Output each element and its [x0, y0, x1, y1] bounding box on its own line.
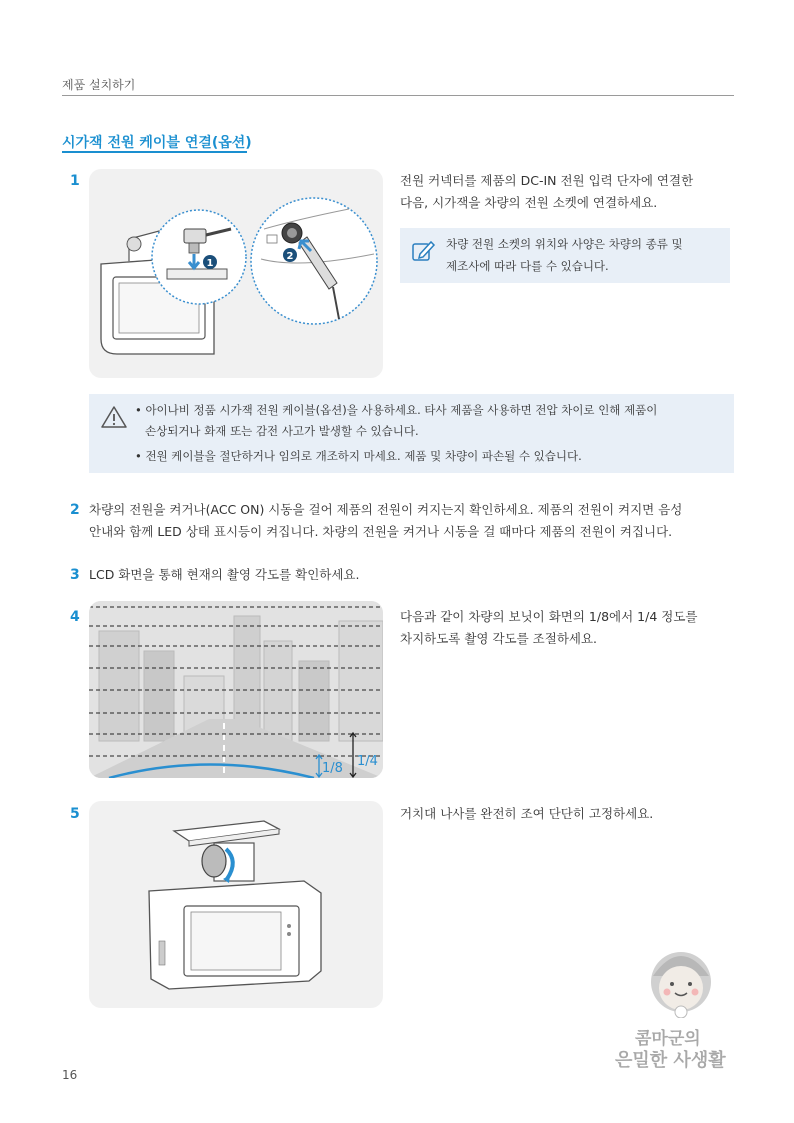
warning-item-line: 손상되거나 화재 또는 감전 사고가 발생할 수 있습니다.: [145, 424, 419, 438]
watermark-line-1: 콤마군의: [635, 1029, 701, 1049]
step-2-text-line: 차량의 전원을 켜거나(ACC ON) 시동을 걸어 제품의 전원이 켜지는지 확인하세요. 제품의 전원이 켜지면 음성: [89, 502, 683, 517]
page-number: 16: [62, 1068, 78, 1082]
header-title: 제품 설치하기: [62, 78, 136, 92]
step-3-text-line: LCD 화면을 통해 현재의 촬영 각도를 확인하세요.: [89, 567, 360, 582]
step-5-illustration: [89, 801, 383, 1008]
step-3-number: 3: [70, 567, 80, 583]
step-4-text-line: 다음과 같이 차량의 보닛이 화면의 1/8에서 1/4 정도를: [400, 609, 698, 624]
section-title: 시가잭 전원 케이블 연결(옵션): [62, 135, 252, 151]
step-3-text: [89, 564, 734, 586]
step-4-illustration: [89, 601, 383, 778]
step-4-text-line: 차지하도록 촬영 각도를 조절하세요.: [400, 631, 598, 646]
watermark: [615, 940, 765, 1070]
step-2-number: 2: [70, 502, 80, 518]
warning-item-line: • 아이나비 정품 시가잭 전원 케이블(옵션)을 사용하세요. 타사 제품을 사용하면 전압 차이로 인해 제품이: [135, 403, 658, 417]
step-1-text-line: 전원 커넥터를 제품의 DC-IN 전원 입력 단자에 연결한: [400, 173, 694, 188]
note-text-line: 차량 전원 소켓의 위치와 사양은 차량의 종류 및: [446, 237, 683, 251]
camera-view-diagram: [89, 601, 383, 778]
callout-1-label: 1: [206, 258, 214, 269]
warning-box: [89, 394, 734, 473]
step-4-text: [400, 606, 730, 650]
warning-item-line: • 전원 케이블을 절단하거나 임의로 개조하지 마세요. 제품 및 차량이 파손될 수 있습니다.: [135, 449, 582, 463]
step-5-text: [400, 803, 730, 825]
quarter-label: 1/4: [357, 754, 378, 769]
watermark-line-2: 은밀한 사생활: [615, 1050, 726, 1071]
callout-2-label: 2: [286, 251, 294, 262]
step-5-number: 5: [70, 806, 80, 822]
step-4-number: 4: [70, 609, 80, 625]
warning-item: [135, 446, 725, 467]
note-box: [400, 228, 730, 283]
eighth-label: 1/8: [322, 761, 343, 776]
step-1-illustration: [89, 169, 383, 378]
step-5-text-line: 거치대 나사를 완전히 조여 단단히 고정하세요.: [400, 806, 654, 821]
header-divider: [62, 95, 734, 96]
step-1-number: 1: [70, 173, 80, 189]
note-text-line: 제조사에 따라 다를 수 있습니다.: [446, 259, 609, 273]
step-2-text-line: 안내와 함께 LED 상태 표시등이 켜집니다. 차량의 전원을 켜거나 시동을 걸 때마다 제품의 전원이 켜집니다.: [89, 524, 673, 539]
warning-list: [135, 400, 725, 467]
note-text: [446, 233, 726, 277]
mount-screw-diagram: [89, 801, 383, 1008]
dashcam-connection-diagram: [89, 169, 383, 378]
step-1-text: [400, 170, 730, 214]
step-2-text: [89, 499, 734, 543]
warning-item: [135, 400, 725, 442]
section-title-underline: [62, 151, 247, 153]
mascot-logo: [643, 940, 719, 1018]
warning-triangle-icon: [100, 404, 128, 430]
pencil-note-icon: [410, 238, 436, 264]
step-1-text-line: 다음, 시가잭을 차량의 전원 소켓에 연결하세요.: [400, 195, 658, 210]
